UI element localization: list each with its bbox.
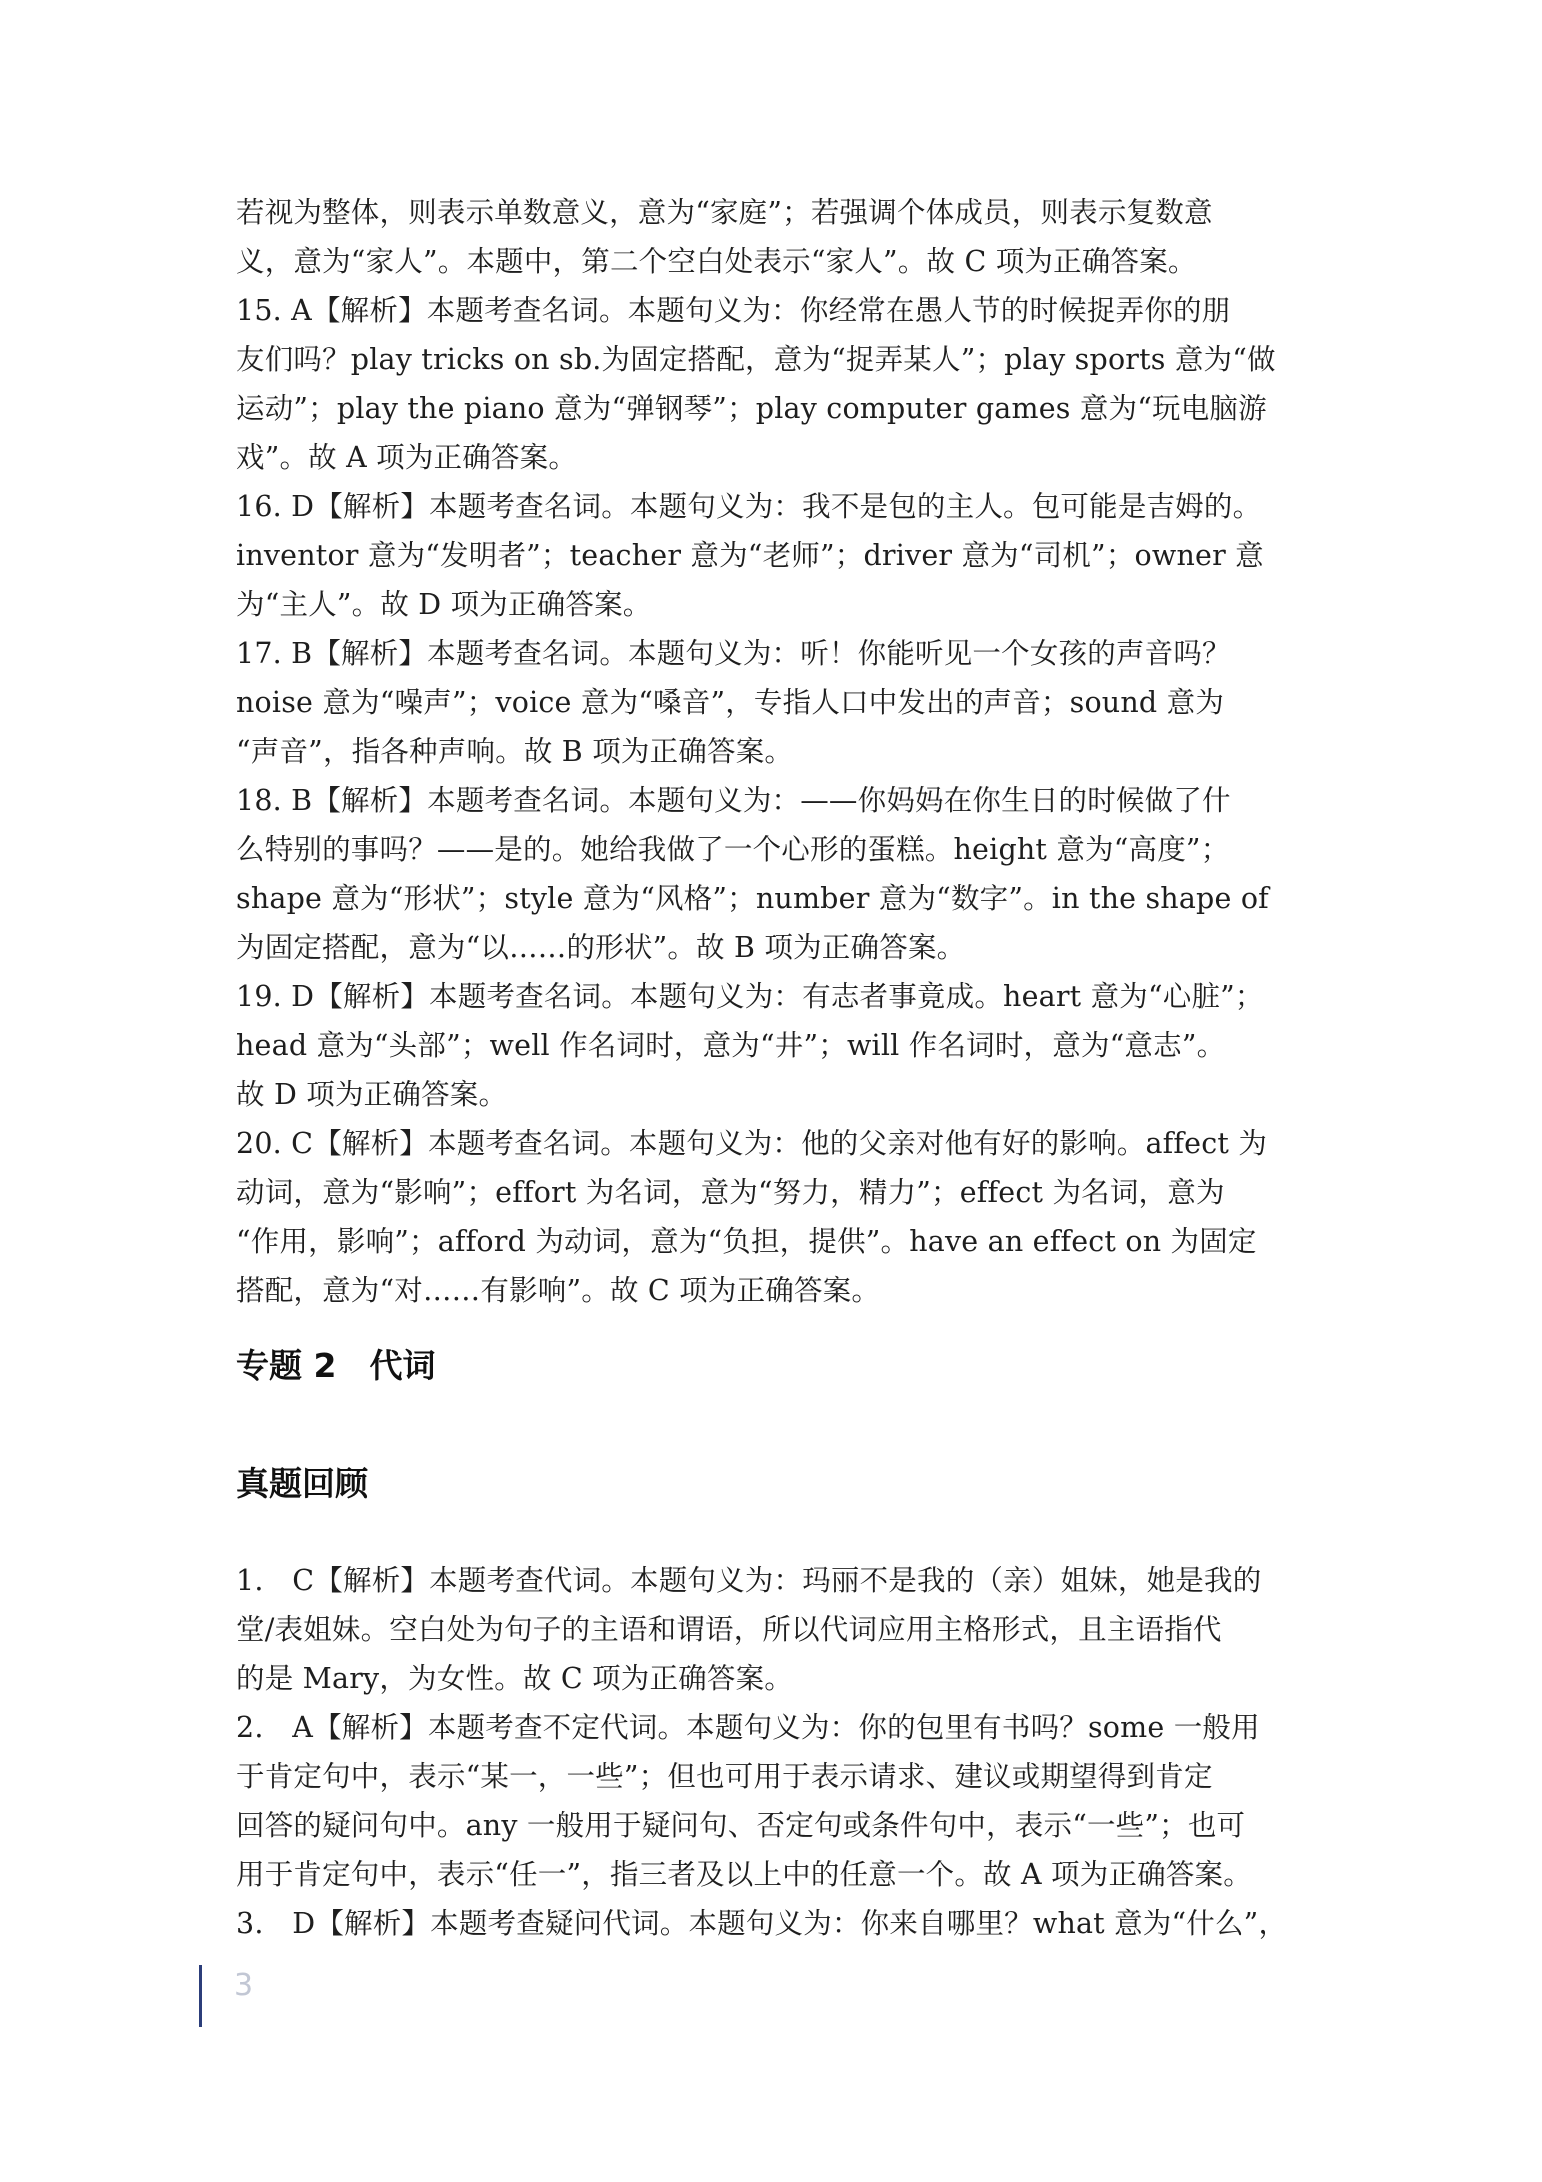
text-line: 1. C【解析】本题考查代词。本题句义为：玛丽不是我的（亲）姐妹，她是我的 — [236, 1564, 1262, 1597]
text-line: 戏”。故 A 项为正确答案。 — [236, 441, 578, 474]
text-line: 为“主人”。故 D 项为正确答案。 — [236, 588, 652, 621]
text-line: 动词，意为“影响”；effort 为名词，意为“努力，精力”；effect 为名词，意为 — [236, 1176, 1225, 1209]
text-line: noise 意为“噪声”；voice 意为“嗓音”，专指人口中发出的声音；sound 意为 — [236, 686, 1225, 719]
text-line: 回答的疑问句中。any 一般用于疑问句、否定句或条件句中，表示“一些”；也可 — [236, 1809, 1246, 1842]
text-line: 堂/表姐妹。空白处为句子的主语和谓语，所以代词应用主格形式，且主语指代 — [236, 1613, 1222, 1646]
answer-explanations-pronouns — [236, 1556, 1316, 1948]
page-number: 3 — [234, 1968, 254, 2003]
text-line: 搭配，意为“对……有影响”。故 C 项为正确答案。 — [236, 1274, 881, 1307]
text-line: 用于肯定句中，表示“任一”，指三者及以上中的任意一个。故 A 项为正确答案。 — [236, 1858, 1252, 1891]
text-line: 故 D 项为正确答案。 — [236, 1078, 508, 1111]
text-line: 于肯定句中，表示“某一，一些”；但也可用于表示请求、建议或期望得到肯定 — [236, 1760, 1213, 1793]
text-line: 16. D【解析】本题考查名词。本题句义为：我不是包的主人。包可能是吉姆的。 — [236, 490, 1262, 523]
text-line: shape 意为“形状”；style 意为“风格”；number 意为“数字”。in the shape of — [236, 882, 1269, 915]
footer-accent-bar — [199, 1965, 202, 2027]
topic-heading: 专题 2 代词 — [236, 1346, 436, 1385]
text-line: “作用，影响”；afford 为动词，意为“负担，提供”。have an effect on 为固定 — [236, 1225, 1257, 1258]
text-line: 2. A【解析】本题考查不定代词。本题句义为：你的包里有书吗？some 一般用 — [236, 1711, 1260, 1744]
text-line: 17. B【解析】本题考查名词。本题句义为：听！你能听见一个女孩的声音吗？ — [236, 637, 1231, 670]
text-line: 义，意为“家人”。本题中，第二个空白处表示“家人”。故 C 项为正确答案。 — [236, 245, 1197, 278]
answer-explanations-nouns — [236, 188, 1316, 1315]
text-line: inventor 意为“发明者”；teacher 意为“老师”；driver 意为“司机”；owner 意 — [236, 539, 1264, 572]
text-line: 运动”；play the piano 意为“弹钢琴”；play computer games 意为“玩电脑游 — [236, 392, 1267, 425]
text-line: 20. C【解析】本题考查名词。本题句义为：他的父亲对他有好的影响。affect 为 — [236, 1127, 1268, 1160]
text-line: 15. A【解析】本题考查名词。本题句义为：你经常在愚人节的时候捉弄你的朋 — [236, 294, 1231, 327]
text-line: 18. B【解析】本题考查名词。本题句义为：——你妈妈在你生日的时候做了什 — [236, 784, 1231, 817]
text-line: 若视为整体，则表示单数意义，意为“家庭”；若强调个体成员，则表示复数意 — [236, 196, 1213, 229]
text-line: “声音”，指各种声响。故 B 项为正确答案。 — [236, 735, 794, 768]
text-line: 3. D【解析】本题考查疑问代词。本题句义为：你来自哪里？what 意为“什么”， — [236, 1907, 1288, 1940]
text-line: head 意为“头部”；well 作名词时，意为“井”；will 作名词时，意为“意志”。 — [236, 1029, 1226, 1062]
text-line: 的是 Mary，为女性。故 C 项为正确答案。 — [236, 1662, 793, 1695]
text-line: 友们吗？play tricks on sb.为固定搭配，意为“捉弄某人”；play sports 意为“做 — [236, 343, 1276, 376]
text-line: 19. D【解析】本题考查名词。本题句义为：有志者事竟成。heart 意为“心脏”； — [236, 980, 1264, 1013]
review-heading: 真题回顾 — [236, 1464, 368, 1503]
text-line: 为固定搭配，意为“以……的形状”。故 B 项为正确答案。 — [236, 931, 966, 964]
text-line: 么特别的事吗？——是的。她给我做了一个心形的蛋糕。height 意为“高度”； — [236, 833, 1230, 866]
